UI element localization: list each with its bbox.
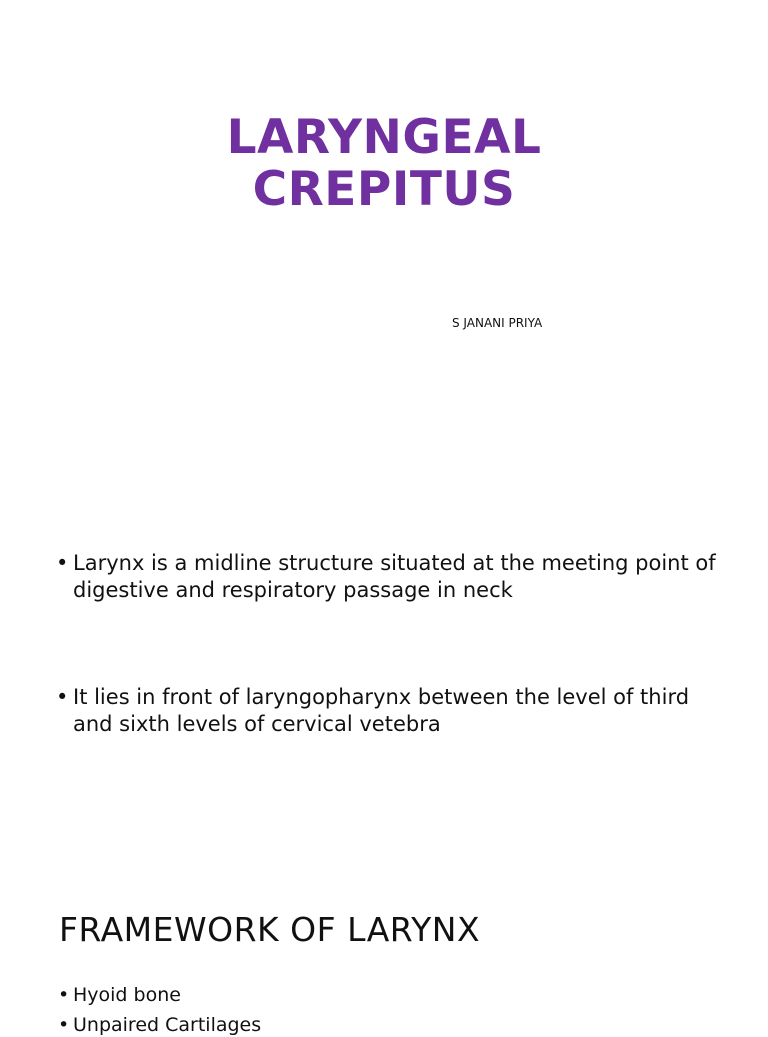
title-line-1: LARYNGEAL <box>226 110 542 165</box>
title-slide <box>0 0 768 500</box>
author-name: S JANANI PRIYA <box>452 316 543 330</box>
list-item: • Unpaired Cartilages <box>58 1013 261 1037</box>
bullet-item: • Larynx is a midline structure situated at the meeting point of digestive and respiratory passage in neck <box>56 550 733 604</box>
bullet-item: • It lies in front of laryngopharynx between the level of third and sixth levels of cervical vetebra <box>56 684 733 738</box>
framework-slide <box>0 880 768 1036</box>
section-heading: FRAMEWORK OF LARYNX <box>59 910 481 949</box>
title-line-2: CREPITUS <box>252 162 516 217</box>
slide-title <box>0 112 768 216</box>
intro-slide <box>0 500 768 880</box>
list-item: • Hyoid bone <box>58 983 181 1007</box>
